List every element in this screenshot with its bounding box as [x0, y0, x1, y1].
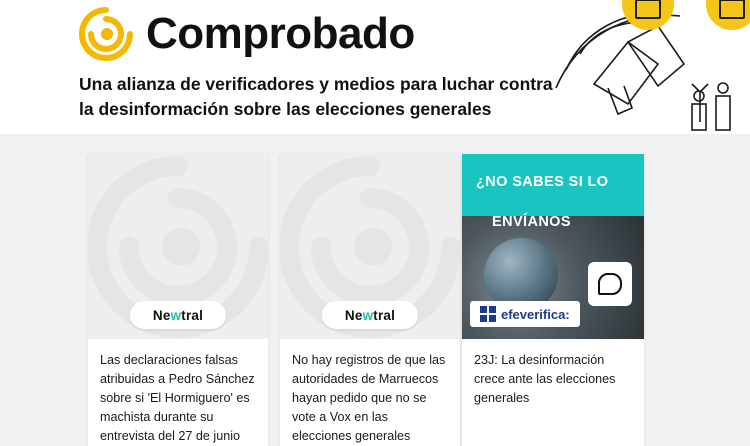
source-logo-newtral: [322, 301, 418, 329]
brand-block[interactable]: [78, 6, 415, 62]
card-body: [462, 339, 644, 418]
site-header: [0, 0, 750, 134]
tagline-line-2: la desinformación sobre las elecciones generales: [79, 99, 492, 120]
tagline-line-1: Una alianza de verificadores y medios para luchar contra: [79, 74, 553, 94]
card-title[interactable]: Las declaraciones falsas atribuidas a Pedro Sánchez sobre si 'El Hormiguero' es machista durante su entrevista del 27 de junio: [100, 353, 255, 443]
card-thumbnail: [462, 154, 644, 339]
megaphone-badge-icon[interactable]: [622, 0, 674, 30]
badge-inner-shape: [635, 0, 661, 19]
site-tagline: [79, 72, 609, 123]
card-body: [88, 339, 268, 446]
card-thumbnail: [280, 154, 460, 339]
megaphone-badge-icon[interactable]: [706, 0, 750, 30]
source-logo-label: efeverifica:: [501, 306, 570, 322]
list-item[interactable]: [88, 154, 268, 446]
article-card-grid: [0, 134, 750, 446]
spiral-logo-icon: [78, 6, 134, 62]
card-thumbnail: [88, 154, 268, 339]
chat-bubble-icon: [588, 262, 632, 306]
card-title[interactable]: 23J: La desinformación crece ante las elecciones generales: [474, 353, 616, 405]
card-body: [280, 339, 460, 446]
list-item[interactable]: [462, 154, 644, 446]
promo-headline-line-2: ENVÍANOS: [492, 214, 571, 230]
page-title: Comprobado: [146, 9, 415, 58]
source-logo-label: Newtral: [344, 307, 396, 323]
source-logo-efeverifica: [470, 301, 580, 327]
source-logo-label: Newtral: [152, 307, 204, 323]
card-title[interactable]: No hay registros de que las autoridades de Marruecos hayan pedido que no se vote a Vox en las elecciones generales: [292, 353, 446, 443]
badge-inner-shape: [719, 0, 745, 19]
efe-mark-icon: [480, 306, 496, 322]
promo-headline-line-1: ¿NO SABES SI LO: [476, 174, 609, 190]
list-item[interactable]: [280, 154, 460, 446]
source-logo-newtral: [130, 301, 226, 329]
